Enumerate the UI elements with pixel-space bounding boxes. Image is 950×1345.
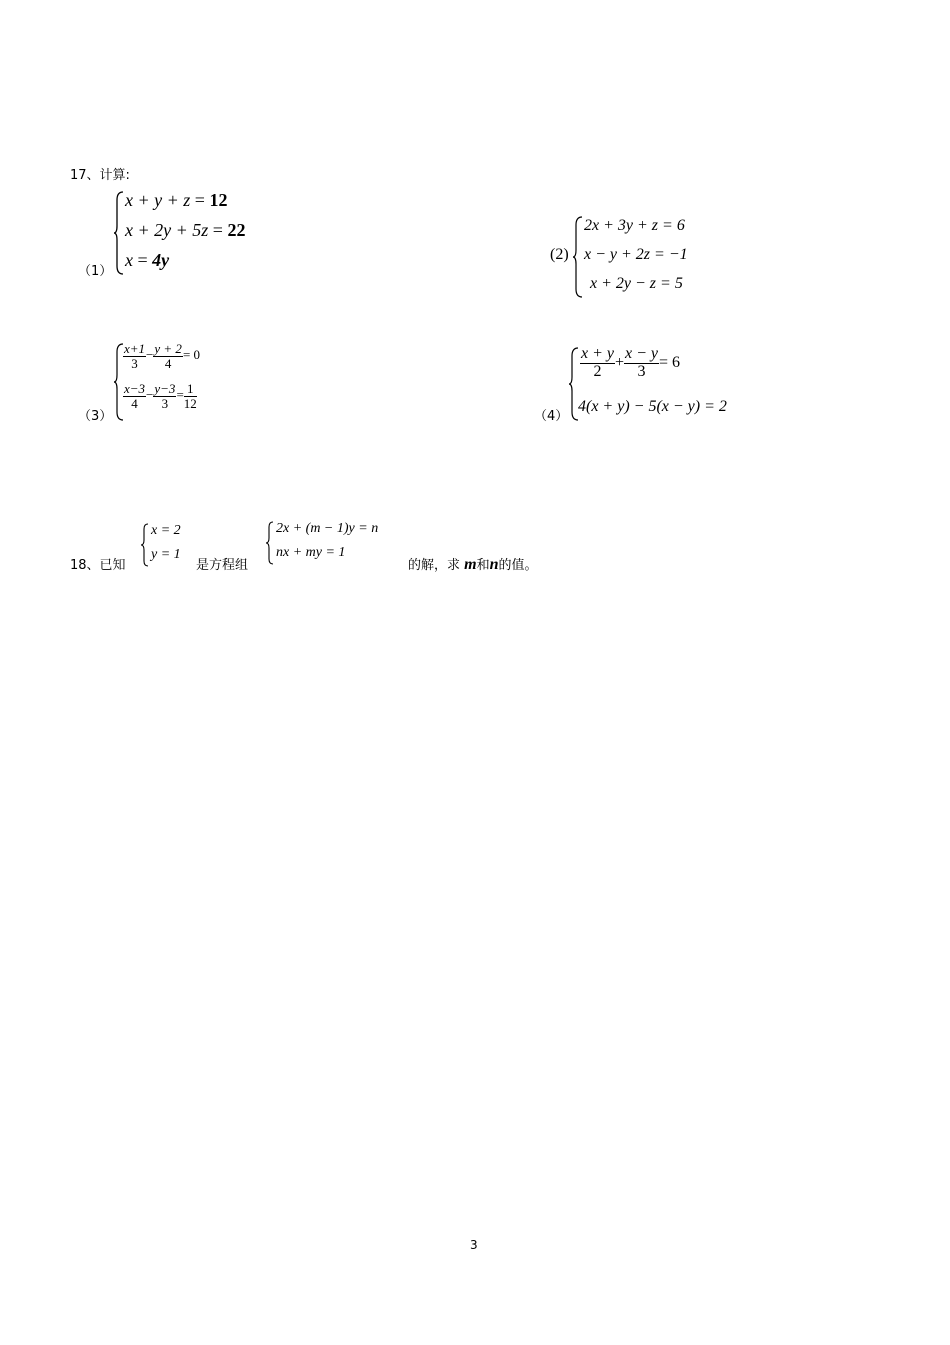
q17-p4-eq1: $\frac{x + y}{2}$ + $\frac{x - y}{3}$ = 6 (581, 345, 681, 380)
q17-p2-eq3: x + 2y − z = 5 (590, 275, 683, 292)
q18-suffix2: 的值。 (498, 558, 538, 573)
q17-p3-label: （3） (78, 409, 113, 424)
q17-p2-label: (2) (550, 246, 569, 263)
q18-var-m: m (464, 556, 477, 573)
q17-p1-eq1: x + y + z = 12 (125, 190, 228, 210)
q18-tail (408, 554, 538, 574)
fraction: $\frac{x + y}{2}$ (581, 345, 614, 380)
q17-p4-system (568, 346, 768, 424)
q17-header: 17、计算: (70, 168, 130, 183)
q17-p1-label: （1） (78, 264, 113, 279)
q17-p3-eq1: $\frac{x+1}{3}$ − $\frac{y + 2}{4}$ = 0 (124, 341, 201, 371)
q17-p2-eq1: 2x + 3y + z = 6 (584, 217, 685, 234)
fraction: $\frac{x - y}{3}$ (625, 345, 659, 380)
q18-solution-system (140, 522, 196, 570)
q18-var-n: n (489, 556, 499, 573)
q18-sol-eq2: y = 1 (151, 547, 181, 562)
q17-p1-eq2-rhs: 22 (227, 220, 246, 240)
q18-and: 和 (476, 558, 490, 573)
q18-sys-eq1: 2x + (m − 1)y = n (276, 521, 379, 536)
q18-prefix: 18、已知 (70, 558, 126, 573)
q17-p1-eq1-rhs: 12 (209, 190, 228, 210)
q17-p3-system (113, 342, 263, 424)
q17-p4-label: （4） (534, 409, 569, 424)
left-brace-icon (113, 190, 125, 276)
q17-p2-eq2: x − y + 2z = −1 (584, 246, 688, 263)
left-brace-icon (572, 215, 584, 299)
fraction: $\frac{y-3}{3}$ (154, 381, 176, 411)
fraction: $\frac{x-3}{4}$ (124, 381, 146, 411)
page-number: 3 (470, 1238, 478, 1252)
q17-p2-system (572, 215, 722, 299)
q18-suffix1: 的解，求 (408, 558, 461, 573)
q17-p4-eq2: 4(x + y) − 5(x − y) = 2 (578, 398, 727, 415)
q18-sol-eq1: x = 2 (151, 523, 181, 538)
q18-mid: 是方程组 (196, 558, 249, 573)
q18-sys-eq2: nx + my = 1 (276, 545, 346, 560)
q17-p3-eq2: $\frac{x-3}{4}$ − $\frac{y-3}{3}$ = $\frac{1}{12}$ (124, 381, 197, 411)
q17-p1-eq3-lhs: x (125, 250, 133, 270)
left-brace-icon (265, 520, 275, 566)
fraction: $\frac{x+1}{3}$ (124, 341, 146, 371)
q17-p1-eq1-lhs: x + y + z (125, 190, 191, 210)
q18-equation-system (265, 520, 415, 568)
left-brace-icon (140, 522, 150, 568)
q17-p1-system (113, 190, 273, 276)
fraction: $\frac{1}{12}$ (183, 381, 197, 411)
q17-p1-eq3-rhs: 4y (152, 250, 170, 270)
q17-p1-eq2: x + 2y + 5z = 22 (125, 220, 246, 240)
q17-p1-eq2-lhs: x + 2y + 5z (125, 220, 209, 240)
fraction: $\frac{y + 2}{4}$ (154, 341, 182, 371)
q17-p1-eq3: x = 4y (125, 250, 170, 270)
